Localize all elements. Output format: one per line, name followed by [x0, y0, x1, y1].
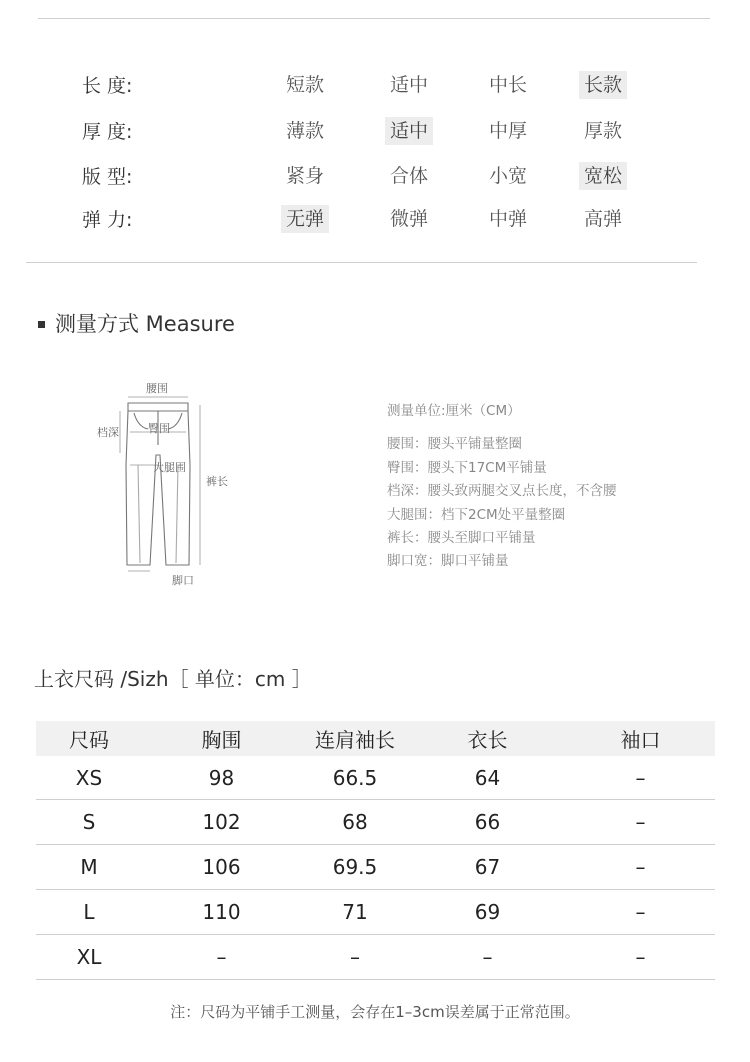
table-row [36, 756, 715, 800]
measure-note: 大腿围：档下2CM处平量整圈 [387, 507, 566, 523]
attr-option: 厚款 [584, 120, 623, 142]
attr-option: 短款 [286, 74, 325, 96]
table-cell: – [482, 945, 493, 969]
measure-note: 测量单位:厘米（CM） [387, 403, 521, 419]
table-cell: 68 [342, 810, 368, 834]
size-chart-title: 上衣尺码 /Sizh［ 单位：cm ］ [34, 667, 312, 691]
table-header-cell: 尺码 [69, 728, 109, 752]
table-cell: – [350, 945, 360, 969]
size-footnote: 注：尺码为平铺手工测量，会存在1–3cm误差属于正常范围。 [170, 1003, 580, 1021]
table-cell: XS [75, 765, 103, 790]
label-crotch: 档深 [97, 426, 119, 439]
measure-title-text: 测量方式 Measure [55, 312, 235, 336]
pants-outline-icon [90, 375, 260, 595]
table-cell: 69 [474, 900, 501, 924]
table-row [36, 800, 715, 845]
attr-option: 薄款 [286, 120, 325, 142]
table-cell: – [635, 765, 646, 790]
table-row [36, 890, 715, 935]
table-cell: 67 [474, 855, 501, 879]
table-header-cell: 衣长 [467, 728, 508, 752]
table-cell: 66.5 [332, 765, 378, 790]
table-row [36, 845, 715, 890]
table-cell: 64 [474, 765, 501, 790]
label-hem: 脚口 [172, 574, 194, 587]
table-cell: 71 [342, 900, 368, 924]
attr-option: 中厚 [489, 120, 528, 142]
attr-label-fit: 版 型: [82, 166, 133, 188]
table-header-cell: 袖口 [620, 728, 661, 752]
table-cell: XL [76, 945, 102, 969]
attr-label-length: 长 度: [82, 75, 133, 97]
measure-section-title [38, 308, 235, 338]
table-cell: M [80, 855, 98, 879]
bullet-square-icon [38, 321, 45, 328]
label-waist: 腰围 [146, 382, 168, 395]
attr-option: 小宽 [489, 165, 528, 187]
table-header-cell: 胸围 [201, 728, 242, 752]
table-cell: – [635, 855, 646, 879]
table-header-cell: 连肩袖长 [315, 728, 395, 752]
attr-option-selected: 长款 [579, 71, 627, 99]
attr-option: 紧身 [286, 165, 325, 187]
measure-note: 脚口宽：脚口平铺量 [387, 553, 509, 569]
label-hip: 臀围 [148, 422, 170, 435]
table-cell: 102 [202, 810, 241, 834]
table-cell: 69.5 [332, 855, 378, 879]
label-length: 裤长 [206, 475, 228, 488]
attr-option: 高弹 [584, 208, 623, 230]
size-table [36, 721, 715, 980]
measure-note: 裤长：腰头至脚口平铺量 [387, 530, 536, 546]
attr-option-selected: 无弹 [281, 205, 329, 233]
attr-label-stretch: 弹 力: [82, 209, 133, 231]
table-cell: – [635, 945, 646, 969]
label-thigh: 大腿围 [153, 461, 186, 474]
attr-option: 合体 [390, 165, 429, 187]
attr-label-thickness: 厚 度: [82, 121, 133, 143]
measure-note: 臀围：腰头下17CM平铺量 [387, 460, 547, 476]
table-cell: – [216, 945, 227, 969]
attr-option-selected: 宽松 [579, 162, 627, 190]
table-row [36, 935, 715, 980]
attr-option-selected: 适中 [385, 117, 433, 145]
table-cell: S [82, 810, 96, 834]
measure-note: 腰围：腰头平铺量整圈 [387, 436, 522, 452]
table-cell: – [635, 900, 646, 924]
attr-option: 中长 [489, 74, 528, 96]
attr-option: 微弹 [390, 208, 429, 230]
attr-option: 适中 [390, 74, 429, 96]
measure-note: 档深：腰头致两腿交叉点长度，不含腰 [387, 483, 617, 499]
attributes-divider [26, 262, 697, 263]
top-divider [38, 18, 710, 19]
attr-option: 中弹 [489, 208, 528, 230]
table-cell: 98 [208, 765, 235, 790]
table-cell: L [83, 900, 95, 924]
table-cell: – [635, 810, 646, 834]
table-cell: 106 [202, 855, 241, 879]
table-cell: 110 [202, 900, 241, 924]
table-cell: 66 [474, 810, 501, 834]
table-header-row [36, 721, 715, 756]
